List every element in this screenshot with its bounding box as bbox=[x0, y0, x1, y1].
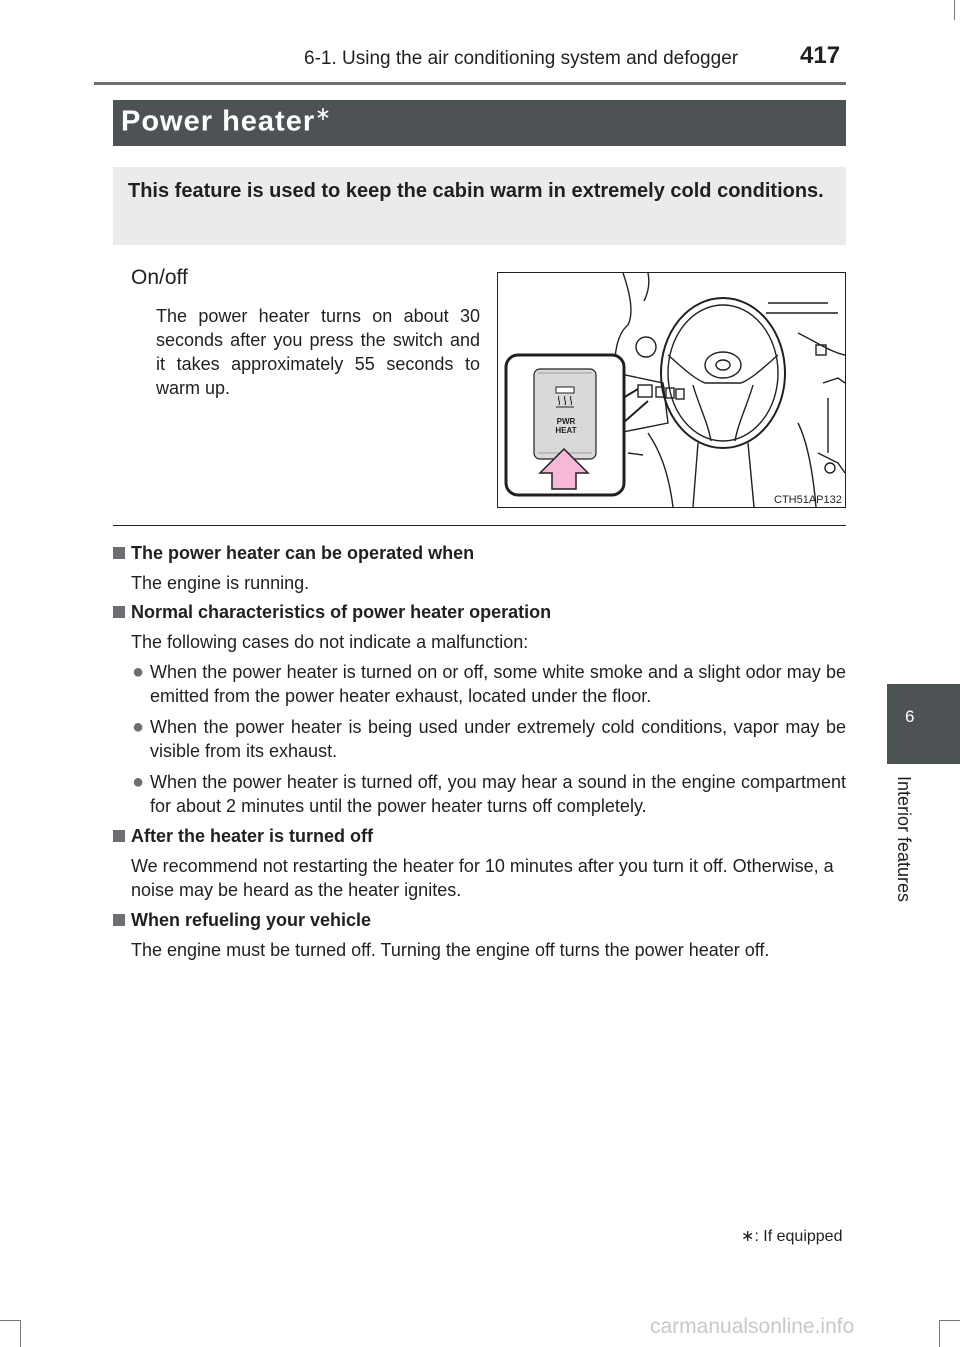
crop-mark bbox=[939, 1320, 940, 1347]
dashboard-illustration bbox=[497, 272, 846, 508]
list-item-text: When the power heater is being used under extremely cold conditions, vapor may be visible from its exhaust. bbox=[150, 717, 846, 761]
chapter-label: Interior features bbox=[894, 776, 914, 903]
crop-mark bbox=[954, 0, 955, 20]
intro-text: This feature is used to keep the cabin warm in extremely cold conditions. bbox=[128, 180, 824, 202]
section-heading bbox=[113, 826, 373, 847]
section-body: The engine must be turned off. Turning the engine off turns the power heater off. bbox=[131, 940, 770, 960]
chapter-tab bbox=[887, 684, 960, 764]
section-heading-text: Normal characteristics of power heater operation bbox=[131, 602, 552, 622]
footnote bbox=[741, 1226, 842, 1246]
header-rule bbox=[94, 82, 846, 85]
page-title bbox=[121, 103, 332, 139]
onoff-title: On/off bbox=[131, 266, 188, 289]
section-body: The engine is running. bbox=[131, 573, 310, 593]
list-item bbox=[132, 770, 846, 818]
section-heading-text: When refueling your vehicle bbox=[131, 910, 372, 930]
section-heading bbox=[113, 910, 371, 931]
watermark: carmanualsonline.info bbox=[650, 1315, 855, 1338]
section-heading bbox=[113, 543, 474, 564]
page-number: 417 bbox=[800, 42, 841, 69]
crop-mark bbox=[0, 1320, 20, 1321]
square-bullet-icon bbox=[113, 547, 125, 559]
list-item bbox=[132, 660, 846, 708]
section-heading-text: After the heater is turned off bbox=[131, 826, 374, 846]
crop-mark bbox=[20, 1320, 21, 1347]
switch-label bbox=[554, 417, 578, 435]
square-bullet-icon bbox=[113, 606, 125, 618]
chapter-number: 6 bbox=[905, 707, 915, 726]
square-bullet-icon bbox=[113, 830, 125, 842]
switch-label-line2: HEAT bbox=[555, 426, 577, 435]
section-heading-text: The power heater can be operated when bbox=[131, 543, 475, 563]
circle-bullet-icon: ● bbox=[132, 771, 145, 793]
list-item-text: When the power heater is turned off, you may hear a sound in the engine compartment for about 2 minutes until the power heater turns off completely. bbox=[150, 772, 846, 816]
circle-bullet-icon: ● bbox=[132, 661, 145, 683]
square-bullet-icon bbox=[113, 914, 125, 926]
section-heading bbox=[113, 602, 551, 623]
section-rule bbox=[113, 525, 846, 526]
section-body: We recommend not restarting the heater for 10 minutes after you turn it off. Otherwise, a noise may be heard as the heater ignites. bbox=[131, 856, 834, 900]
equipped-marker: ∗ bbox=[315, 104, 333, 125]
section-body: The following cases do not indicate a malfunction: bbox=[131, 632, 529, 652]
footnote-text: : If equipped bbox=[754, 1228, 843, 1245]
switch-label-line1: PWR bbox=[556, 417, 576, 426]
dashboard-drawing bbox=[498, 273, 845, 507]
footnote-marker: ∗ bbox=[741, 1228, 755, 1245]
crop-mark bbox=[940, 1320, 960, 1321]
figure-code: CTH51AP132 bbox=[774, 494, 842, 506]
section-header: 6-1. Using the air conditioning system and defogger bbox=[304, 48, 739, 69]
page-title-text: Power heater bbox=[121, 105, 316, 138]
list-item bbox=[132, 715, 846, 763]
onoff-body: The power heater turns on about 30 seconds after you press the switch and it takes approximately 55 seconds to warm up. bbox=[156, 306, 480, 398]
list-item-text: When the power heater is turned on or off, some white smoke and a slight odor may be emitted from the power heater exhaust, located under the floor. bbox=[150, 662, 846, 706]
circle-bullet-icon: ● bbox=[132, 716, 145, 738]
